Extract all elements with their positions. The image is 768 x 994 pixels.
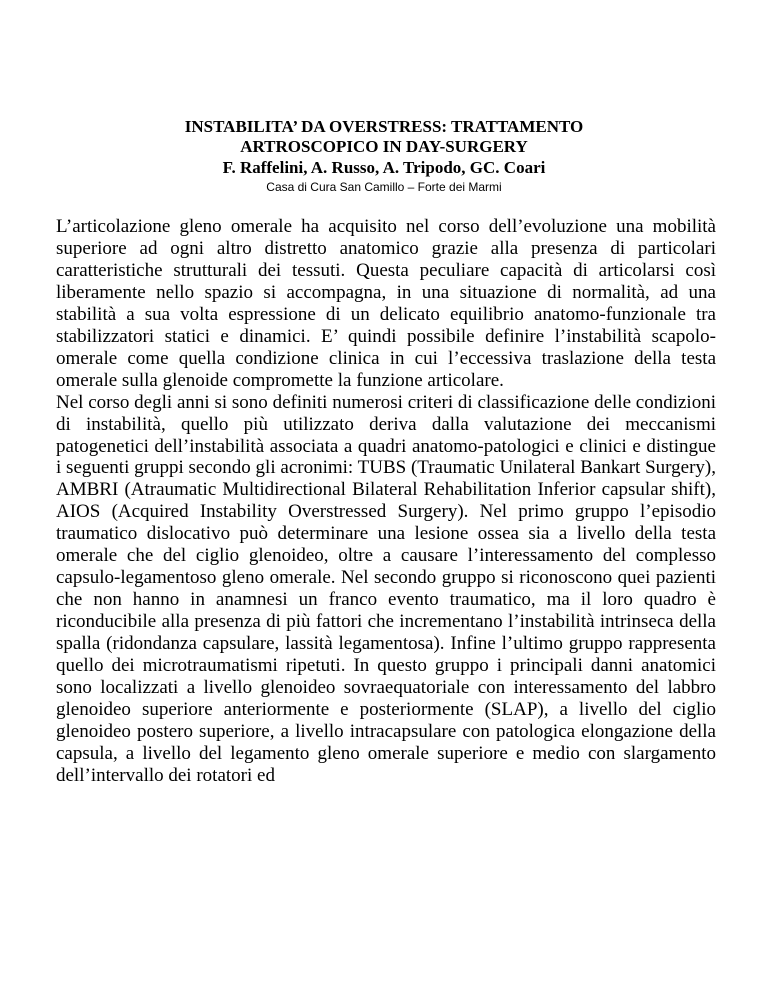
paper-header <box>0 117 768 195</box>
body-text <box>56 216 716 787</box>
affiliation: Casa di Cura San Camillo – Forte dei Marmi <box>266 180 502 194</box>
paragraph-2: Nel corso degli anni si sono definiti numerosi criteri di classificazione delle condizioni di instabilità, quello più utilizzato deriva dalla valutazione dei meccanismi patogenetici dell’instabilità associata a quadri anatomo-patologici e clinici e distingue i seguenti gruppi secondo gli acronimi: TUBS (Traumatic Unilateral Bankart Surgery), AMBRI (Atraumatic Multidirectional Bilateral Rehabilitation Inferior capsular shift), AIOS (Acquired Instability Overstressed Surgery). Nel primo gruppo l’episodio traumatico dislocativo può determinare una lesione ossea sia a livello della testa omerale che del ciglio glenoideo, oltre a causare l’interessamento del complesso capsulo-legamentoso gleno omerale. Nel secondo gruppo si riconoscono quei pazienti che non hanno in anamnesi un franco evento traumatico, ma il loro quadro è riconducibile alla presenza di più fattori che incrementano l’instabilità intrinseca della spalla (ridondanza capsulare, lassità legamentosa). Infine l’ultimo gruppo rappresenta quello dei microtraumatismi ripetuti. In questo gruppo i principali danni anatomici sono localizzati a livello glenoideo sovraequatoriale con interessamento del labbro glenoideo superiore anteriormente e posteriormente (SLAP), a livello del ciglio glenoideo postero superiore, a livello intracapsulare con patologica elongazione della capsula, a livello del legamento gleno omerale superiore e medio con slargamento dell’intervallo dei rotatori ed <box>56 391 716 786</box>
title-line-2: ARTROSCOPICO IN DAY-SURGERY <box>240 137 528 156</box>
paragraph-1: L’articolazione gleno omerale ha acquisito nel corso dell’evoluzione una mobilità superiore ad ogni altro distretto anatomico grazie alla presenza di particolari caratteristiche strutturali dei tessuti. Questa peculiare capacità di articolarsi così liberamente nello spazio si accompagna, in una situazione di normalità, ad una stabilità a sua volta espressione di un delicato equilibrio anatomo-funzionale tra stabilizzatori statici e dinamici. E’ quindi possibile definire l’instabilità scapolo-omerale come quella condizione clinica in cui l’eccessiva traslazione della testa omerale sulla glenoide compromette la funzione articolare. <box>56 216 716 391</box>
authors: F. Raffelini, A. Russo, A. Tripodo, GC. Coari <box>222 158 546 177</box>
title-line-1: INSTABILITA’ DA OVERSTRESS: TRATTAMENTO <box>184 117 584 136</box>
